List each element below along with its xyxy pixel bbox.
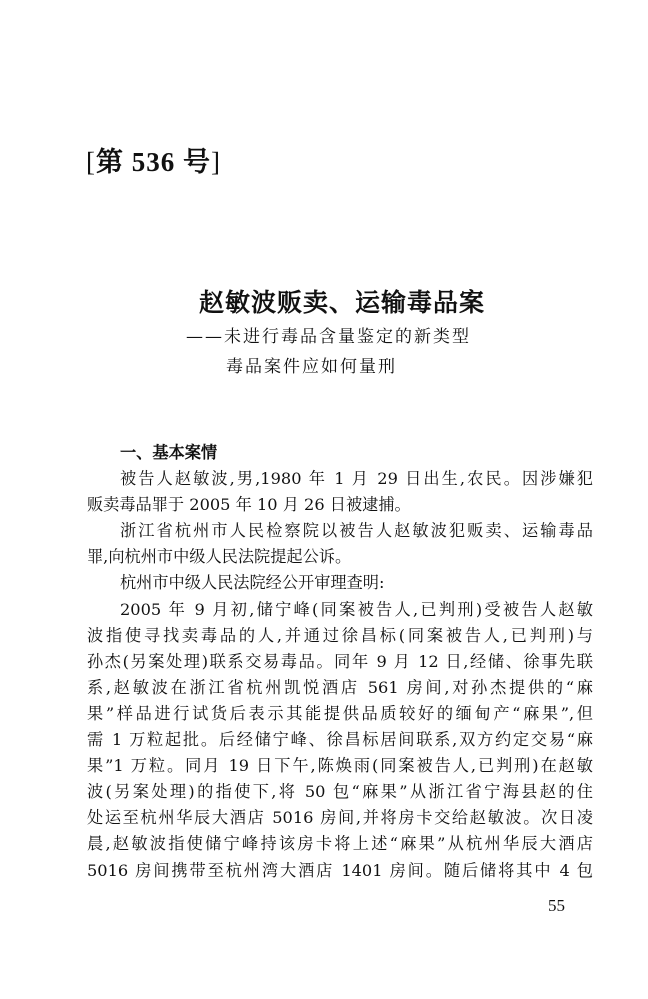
section-heading: 一、基本案情: [120, 443, 218, 462]
case-number-text: 第 536 号: [96, 147, 211, 177]
text-line: 系,赵敏波在浙江省杭州凯悦酒店 561 房间,对孙杰提供的“麻: [87, 677, 593, 697]
text-line: 贩卖毒品罪于 2005 年 10 月 26 日被逮捕。: [87, 495, 411, 515]
text-line: 晨,赵敏波指使储宁峰持该房卡将上述“麻果”从杭州华辰大酒店: [87, 834, 593, 854]
text-line: 波指使寻找卖毒品的人,并通过徐昌标(同案被告人,已判刑)与: [87, 625, 593, 645]
text-line: 2005 年 9 月初,储宁峰(同案被告人,已判刑)受被告人赵敏: [120, 599, 593, 619]
text-line: 杭州市中级人民法院经公开审理查明:: [120, 573, 385, 593]
text-line: 孙杰(另案处理)联系交易毒品。同年 9 月 12 日,经储、徐事先联: [87, 651, 593, 671]
page-number: 55: [548, 896, 565, 915]
text-line: 罪,向杭州市中级人民法院提起公诉。: [87, 547, 352, 567]
text-line: 果”1 万粒。同月 19 日下午,陈焕雨(同案被告人,已判刑)在赵敏: [87, 756, 593, 776]
subtitle-line-1: ——未进行毒品含量鉴定的新类型: [186, 327, 471, 347]
bracket-open: [: [86, 147, 96, 177]
text-line: 浙江省杭州市人民检察院以被告人赵敏波犯贩卖、运输毒品: [120, 521, 593, 541]
case-title: 赵敏波贩卖、运输毒品案: [198, 288, 485, 317]
body-text: [87, 440, 593, 884]
bracket-close: ]: [211, 147, 221, 177]
text-line: 5016 房间携带至杭州湾大酒店 1401 房间。随后储将其中 4 包: [87, 860, 593, 880]
text-line: 被告人赵敏波,男,1980 年 1 月 29 日出生,农民。因涉嫌犯: [120, 469, 593, 489]
subtitle-line-2: 毒品案件应如何量刑: [226, 357, 397, 377]
text-line: 需 1 万粒起批。后经储宁峰、徐昌标居间联系,双方约定交易“麻: [87, 730, 593, 750]
text-line: 波(另案处理)的指使下,将 50 包“麻果”从浙江省宁海县赵的住: [87, 782, 593, 802]
case-number: [86, 140, 221, 179]
text-line: 果”样品进行试货后表示其能提供品质较好的缅甸产“麻果”,但: [87, 703, 593, 723]
text-line: 处运至杭州华辰大酒店 5016 房间,并将房卡交给赵敏波。次日凌: [87, 808, 593, 828]
